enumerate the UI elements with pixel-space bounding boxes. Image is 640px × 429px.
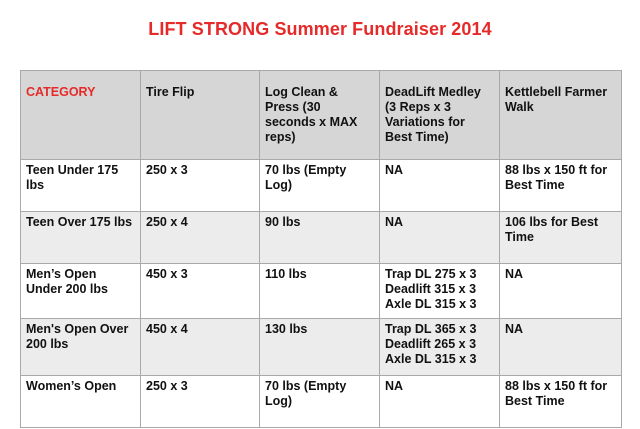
tire-flip-cell: 250 x 3 — [141, 376, 260, 428]
page-title: LIFT STRONG Summer Fundraiser 2014 — [148, 19, 492, 39]
tire-flip-cell: 450 x 4 — [141, 319, 260, 376]
category-cell: Men's Open Over 200 lbs — [21, 319, 141, 376]
tire-flip-cell: 450 x 3 — [141, 264, 260, 319]
log-clean-press-cell: 110 lbs — [260, 264, 380, 319]
header-deadlift-medley: DeadLift Medley (3 Reps x 3 Variations for Best Time) — [380, 71, 500, 160]
category-cell: Teen Over 175 lbs — [21, 212, 141, 264]
table-row — [21, 376, 622, 428]
table-row — [21, 319, 622, 376]
table-row — [21, 160, 622, 212]
farmer-walk-cell: 88 lbs x 150 ft for Best Time — [500, 376, 622, 428]
tire-flip-cell: 250 x 4 — [141, 212, 260, 264]
header-category: CATEGORY — [21, 71, 141, 160]
tire-flip-cell: 250 x 3 — [141, 160, 260, 212]
deadlift-medley-cell: NA — [380, 212, 500, 264]
farmer-walk-cell: 106 lbs for Best Time — [500, 212, 622, 264]
deadlift-medley-cell: NA — [380, 160, 500, 212]
farmer-walk-cell: 88 lbs x 150 ft for Best Time — [500, 160, 622, 212]
category-cell: Men’s Open Under 200 lbs — [21, 264, 141, 319]
farmer-walk-cell: NA — [500, 264, 622, 319]
header-farmer-walk: Kettlebell Farmer Walk — [500, 71, 622, 160]
header-log-clean-press: Log Clean & Press (30 seconds x MAX reps) — [260, 71, 380, 160]
log-clean-press-cell: 70 lbs (Empty Log) — [260, 160, 380, 212]
table-header-row — [21, 71, 622, 160]
log-clean-press-cell: 90 lbs — [260, 212, 380, 264]
header-tire-flip: Tire Flip — [141, 71, 260, 160]
log-clean-press-cell: 130 lbs — [260, 319, 380, 376]
farmer-walk-cell: NA — [500, 319, 622, 376]
log-clean-press-cell: 70 lbs (Empty Log) — [260, 376, 380, 428]
category-cell: Women’s Open — [21, 376, 141, 428]
table-row — [21, 264, 622, 319]
category-cell: Teen Under 175 lbs — [21, 160, 141, 212]
deadlift-medley-cell: NA — [380, 376, 500, 428]
deadlift-medley-cell: Trap DL 365 x 3 Deadlift 265 x 3 Axle DL 315 x 3 — [380, 319, 500, 376]
fundraiser-table — [20, 70, 622, 428]
deadlift-medley-cell: Trap DL 275 x 3 Deadlift 315 x 3 Axle DL 315 x 3 — [380, 264, 500, 319]
table-row — [21, 212, 622, 264]
